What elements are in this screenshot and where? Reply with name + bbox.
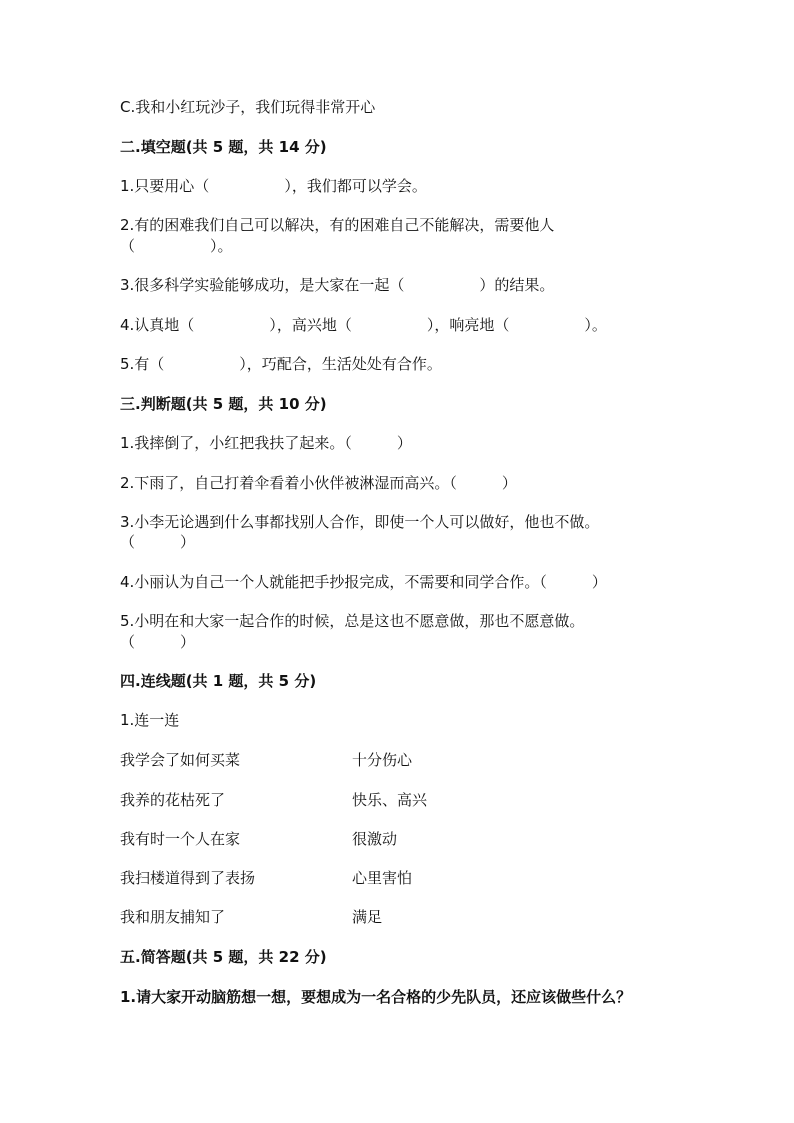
- matching-right-item: 满足: [352, 908, 383, 926]
- matching-left-item: 我扫楼道得到了表扬: [120, 869, 256, 887]
- fill-blank-question-1: 1.只要用心（ ），我们都可以学会。: [120, 177, 427, 195]
- matching-left-item: 我学会了如何买菜: [120, 751, 241, 769]
- true-false-question-2: 2.下雨了，自己打着伞看着小伙伴被淋湿而高兴。（ ）: [120, 474, 517, 492]
- matching-right-item: 快乐、高兴: [352, 791, 428, 809]
- matching-question-1: 1.连一连: [120, 711, 180, 729]
- section-heading-true-false: 三.判断题(共 5 题，共 10 分): [120, 395, 327, 413]
- section-heading-short-answer: 五.简答题(共 5 题，共 22 分): [120, 948, 327, 966]
- fill-blank-question-5: 5.有（ ），巧配合，生活处处有合作。: [120, 355, 442, 373]
- true-false-question-1: 1.我摔倒了，小红把我扶了起来。（ ）: [120, 434, 412, 452]
- previous-question-option-c: C.我和小红玩沙子，我们玩得非常开心: [120, 98, 376, 116]
- matching-right-item: 很激动: [352, 830, 398, 848]
- section-heading-matching: 四.连线题(共 1 题，共 5 分): [120, 672, 317, 690]
- short-answer-question-1: 1.请大家开动脑筋想一想，要想成为一名合格的少先队员，还应该做些什么？: [120, 988, 632, 1006]
- fill-blank-question-2-line-1: 2.有的困难我们自己可以解决，有的困难自己不能解决，需要他人: [120, 216, 555, 234]
- true-false-question-4: 4.小丽认为自己一个人就能把手抄报完成，不需要和同学合作。（ ）: [120, 573, 607, 591]
- matching-right-item: 十分伤心: [352, 751, 413, 769]
- fill-blank-question-4: 4.认真地（ ），高兴地（ ），响亮地（ ）。: [120, 316, 607, 334]
- true-false-question-5-line-2: （ ）: [120, 633, 196, 651]
- fill-blank-question-2-line-2: （ ）。: [120, 237, 233, 255]
- matching-right-item: 心里害怕: [352, 869, 413, 887]
- matching-left-item: 我养的花枯死了: [120, 791, 226, 809]
- true-false-question-5-line-1: 5.小明在和大家一起合作的时候，总是这也不愿意做，那也不愿意做。: [120, 612, 585, 630]
- matching-left-item: 我和朋友捕知了: [120, 908, 226, 926]
- fill-blank-question-3: 3.很多科学实验能够成功，是大家在一起（ ）的结果。: [120, 276, 555, 294]
- true-false-question-3-line-1: 3.小李无论遇到什么事都找别人合作，即使一个人可以做好，他也不做。: [120, 513, 600, 531]
- matching-left-item: 我有时一个人在家: [120, 830, 241, 848]
- section-heading-fill-blank: 二.填空题(共 5 题，共 14 分): [120, 138, 327, 156]
- true-false-question-3-line-2: （ ）: [120, 533, 196, 551]
